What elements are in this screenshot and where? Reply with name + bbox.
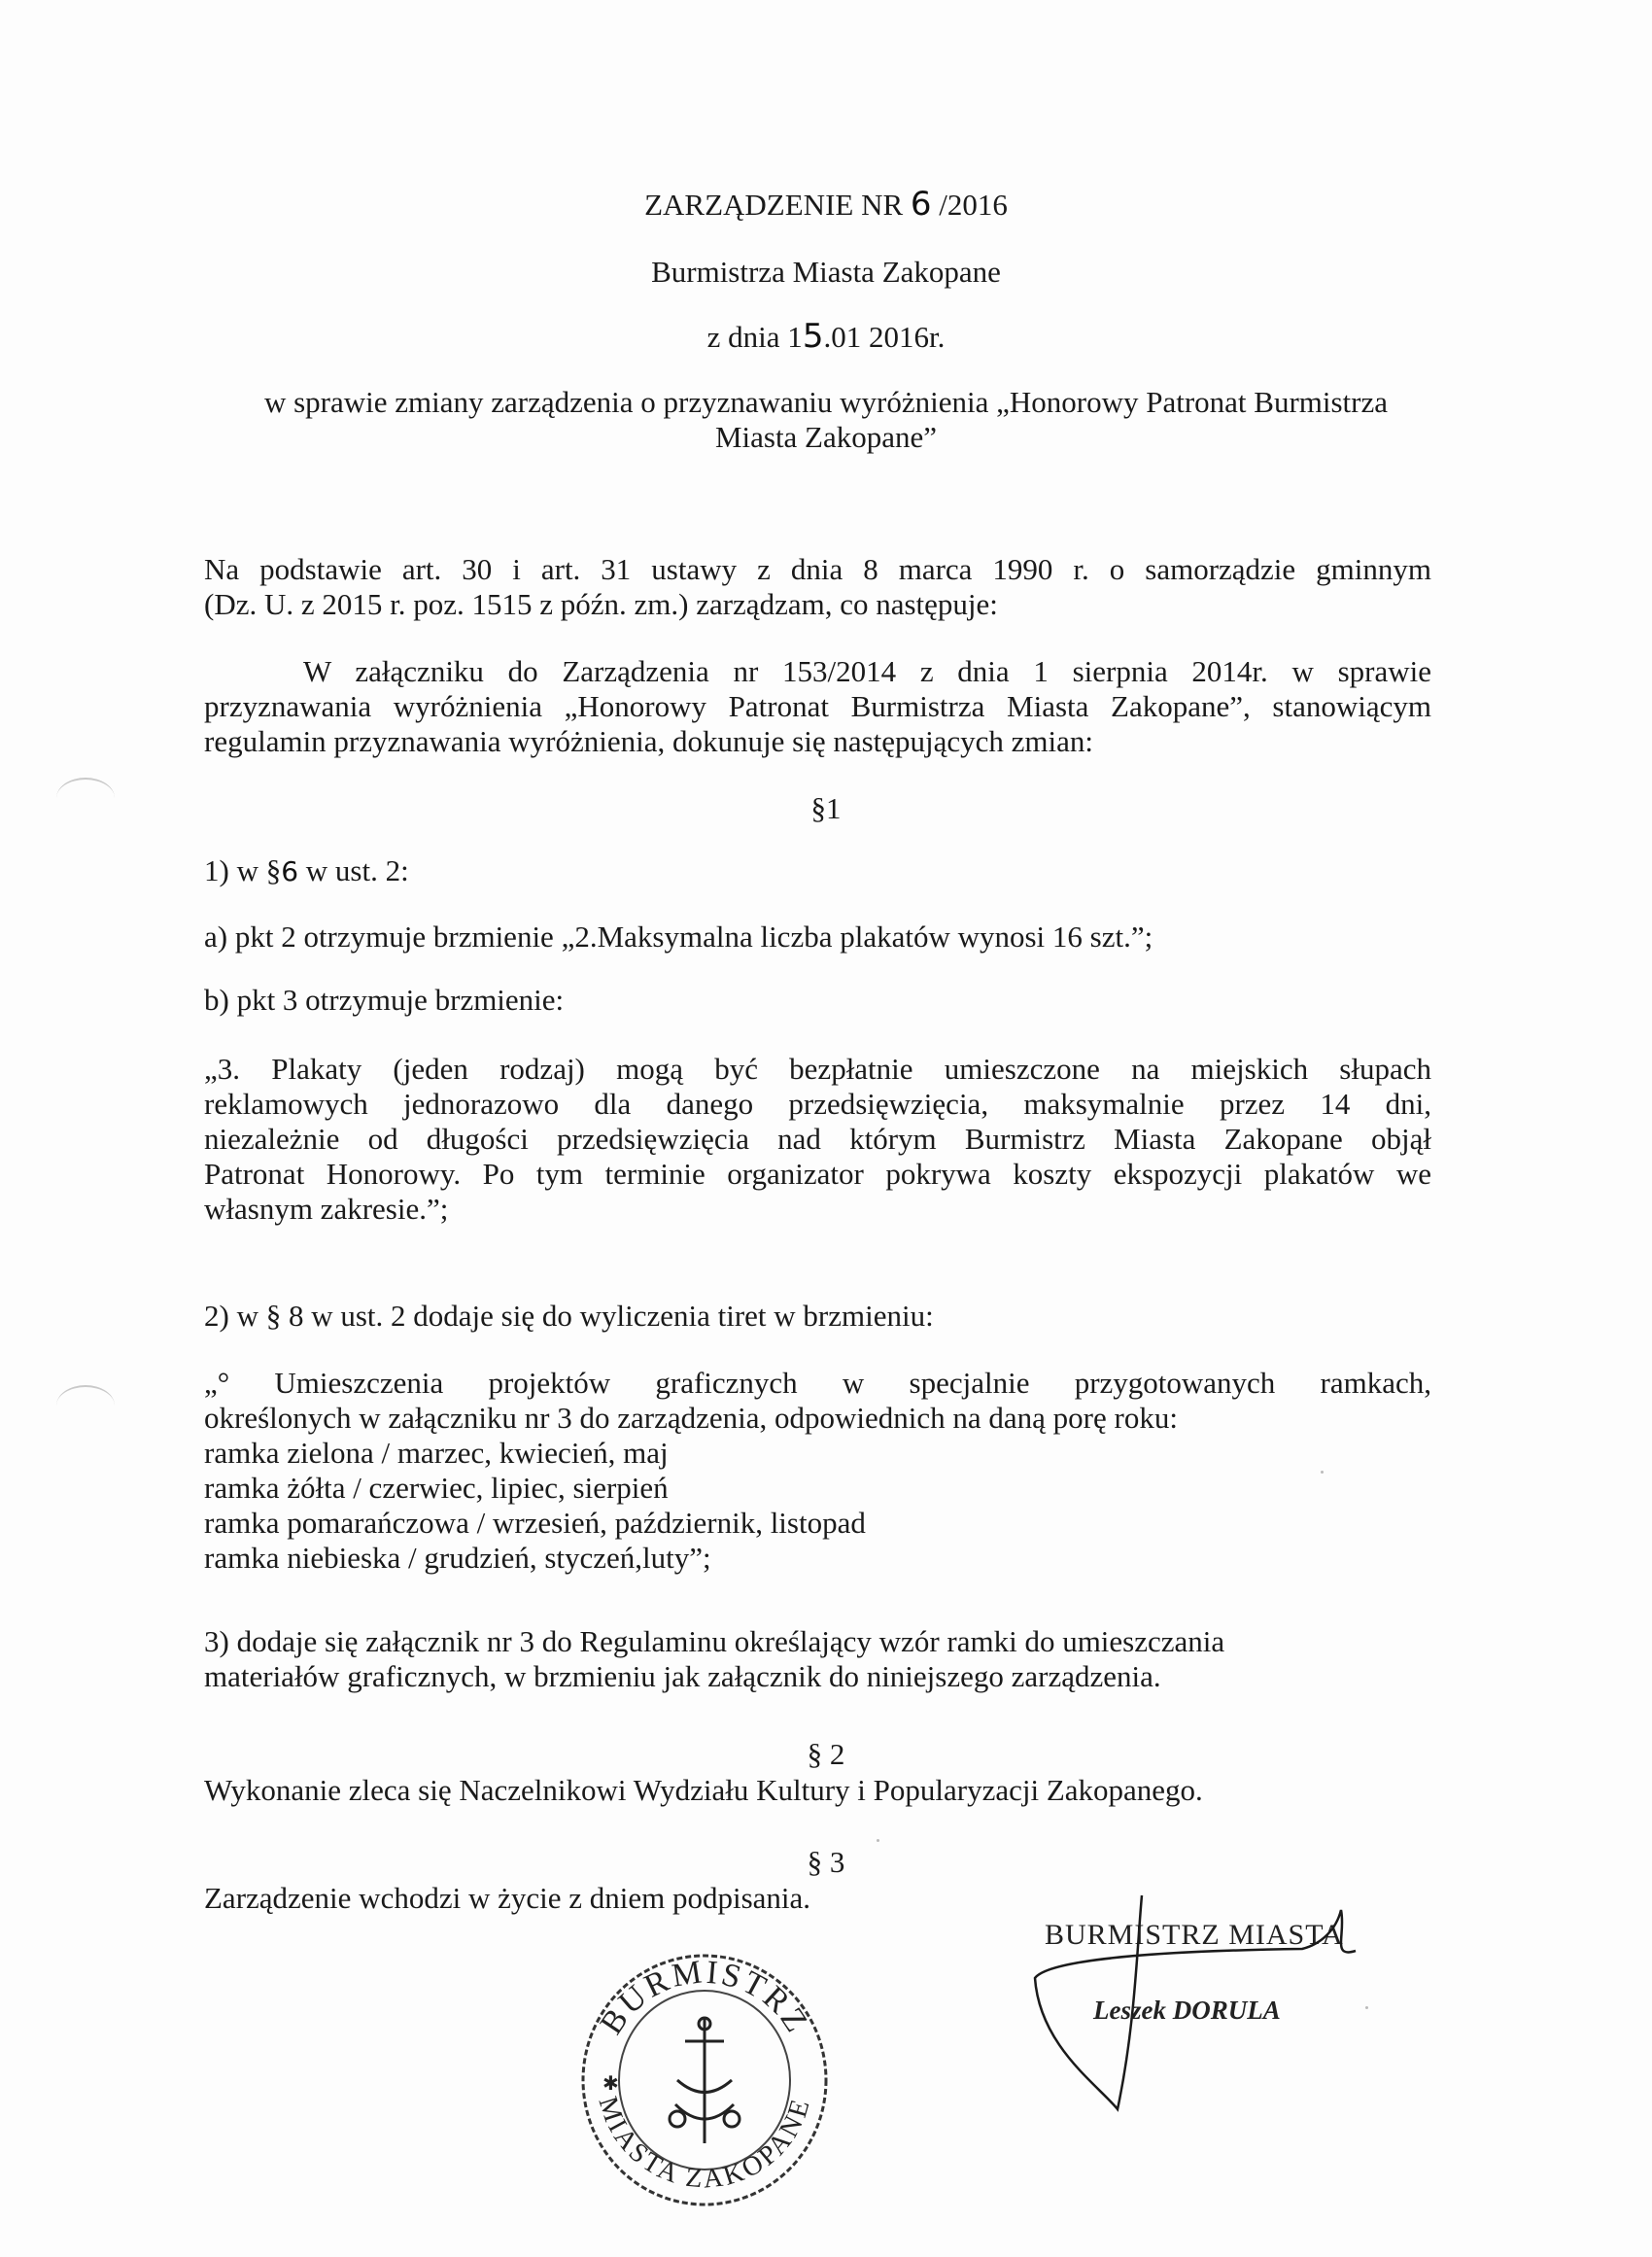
- quote-line-3: niezależnie od długości przedsięwzięcia nad którym Burmistrz Miasta Zakopane objął: [204, 1122, 1431, 1156]
- signature-title-stamp: BURMISTRZ MIASTA: [1045, 1919, 1344, 1951]
- quote-line-2: reklamowych jednorazowo dla danego przedsięwzięcia, maksymalnie przez 14 dni,: [204, 1087, 1431, 1121]
- subject-line-2: Miasta Zakopane”: [714, 420, 938, 454]
- document-date: z dnia 15.01 2016r.: [706, 317, 946, 356]
- frame-green: ramka zielona / marzec, kwiecień, maj: [204, 1436, 669, 1470]
- frame-yellow: ramka żółta / czerwiec, lipiec, sierpień: [204, 1471, 669, 1505]
- item-a: a) pkt 2 otrzymuje brzmienie „2.Maksymalna liczba plakatów wynosi 16 szt.”;: [204, 920, 1153, 954]
- intro-line-1: W załączniku do Zarządzenia nr 153/2014 z dnia 1 sierpnia 2014r. w sprawie: [303, 654, 1431, 688]
- frame-blue: ramka niebieska / grudzień, styczeń,luty”;: [204, 1541, 711, 1575]
- quote-line-1: „3. Plakaty (jeden rodzaj) mogą być bezpłatnie umieszczone na miejskich słupach: [204, 1052, 1431, 1086]
- quote-line-5: własnym zakresie.”;: [204, 1192, 449, 1226]
- item-1: 1) w §6 w ust. 2:: [204, 853, 409, 887]
- handwritten-paragraph-number: 6: [281, 855, 299, 887]
- signatory-name-stamp: Leszek DORULA: [1093, 1996, 1281, 2025]
- seal-top-text: BURMISTRZ: [593, 1954, 816, 2041]
- scan-speck: [1321, 1471, 1324, 1474]
- intro-line-2: przyznawania wyróżnienia „Honorowy Patronat Burmistrza Miasta Zakopane”, stanowiącym: [204, 689, 1431, 723]
- seal-bottom-text: MIASTA ZAKOPANE: [592, 2093, 817, 2195]
- scan-speck: [877, 1839, 879, 1842]
- section-2-text: Wykonanie zleca się Naczelnikowi Wydziału Kultury i Popularyzacji Zakopanego.: [204, 1773, 1203, 1807]
- item-2: 2) w § 8 w ust. 2 dodaje się do wyliczenia tiret w brzmieniu:: [204, 1299, 934, 1333]
- frame-orange: ramka pomarańczowa / wrzesień, październik, listopad: [204, 1506, 866, 1540]
- section-1-heading: §1: [810, 791, 842, 825]
- punch-hole-mark: [56, 1385, 115, 1426]
- round-seal: [568, 1934, 841, 2216]
- section-2-heading: § 2: [807, 1737, 845, 1771]
- handwritten-number: 6: [910, 185, 932, 224]
- subject-line-1: w sprawie zmiany zarządzenia o przyznawaniu wyróżnienia „Honorowy Patronat Burmistrza: [263, 385, 1389, 419]
- preamble-line-2: (Dz. U. z 2015 r. poz. 1515 z późn. zm.) zarządzam, co następuje:: [204, 587, 998, 621]
- quote-line-4: Patronat Honorowy. Po tym terminie organizator pokrywa koszty ekspozycji plakatów we: [204, 1157, 1431, 1191]
- tiret-line-1: „° Umieszczenia projektów graficznych w specjalnie przygotowanych ramkach,: [204, 1366, 1431, 1400]
- document-title: ZARZĄDZENIE NR 6 /2016: [644, 185, 1008, 224]
- scan-speck: [1365, 2006, 1368, 2009]
- section-3-text: Zarządzenie wchodzi w życie z dniem podpisania.: [204, 1881, 811, 1915]
- section-3-heading: § 3: [807, 1845, 845, 1879]
- item-b: b) pkt 3 otrzymuje brzmienie:: [204, 983, 565, 1017]
- item-3-line-2: materiałów graficznych, w brzmieniu jak załącznik do niniejszego zarządzenia.: [204, 1659, 1161, 1693]
- seal-emblem-icon: [670, 2017, 740, 2143]
- issuer: Burmistrza Miasta Zakopane: [651, 255, 1001, 289]
- preamble-line-1: Na podstawie art. 30 i art. 31 ustawy z dnia 8 marca 1990 r. o samorządzie gminnym: [204, 552, 1431, 586]
- tiret-line-2: określonych w załączniku nr 3 do zarządzenia, odpowiednich na daną porę roku:: [204, 1401, 1178, 1435]
- handwritten-day: 5: [802, 317, 824, 356]
- svg-text:✱: ✱: [602, 2071, 619, 2095]
- item-3-line-1: 3) dodaje się załącznik nr 3 do Regulaminu określający wzór ramki do umieszczania: [204, 1624, 1225, 1658]
- intro-line-3: regulamin przyznawania wyróżnienia, dokunuje się następujących zmian:: [204, 724, 1094, 758]
